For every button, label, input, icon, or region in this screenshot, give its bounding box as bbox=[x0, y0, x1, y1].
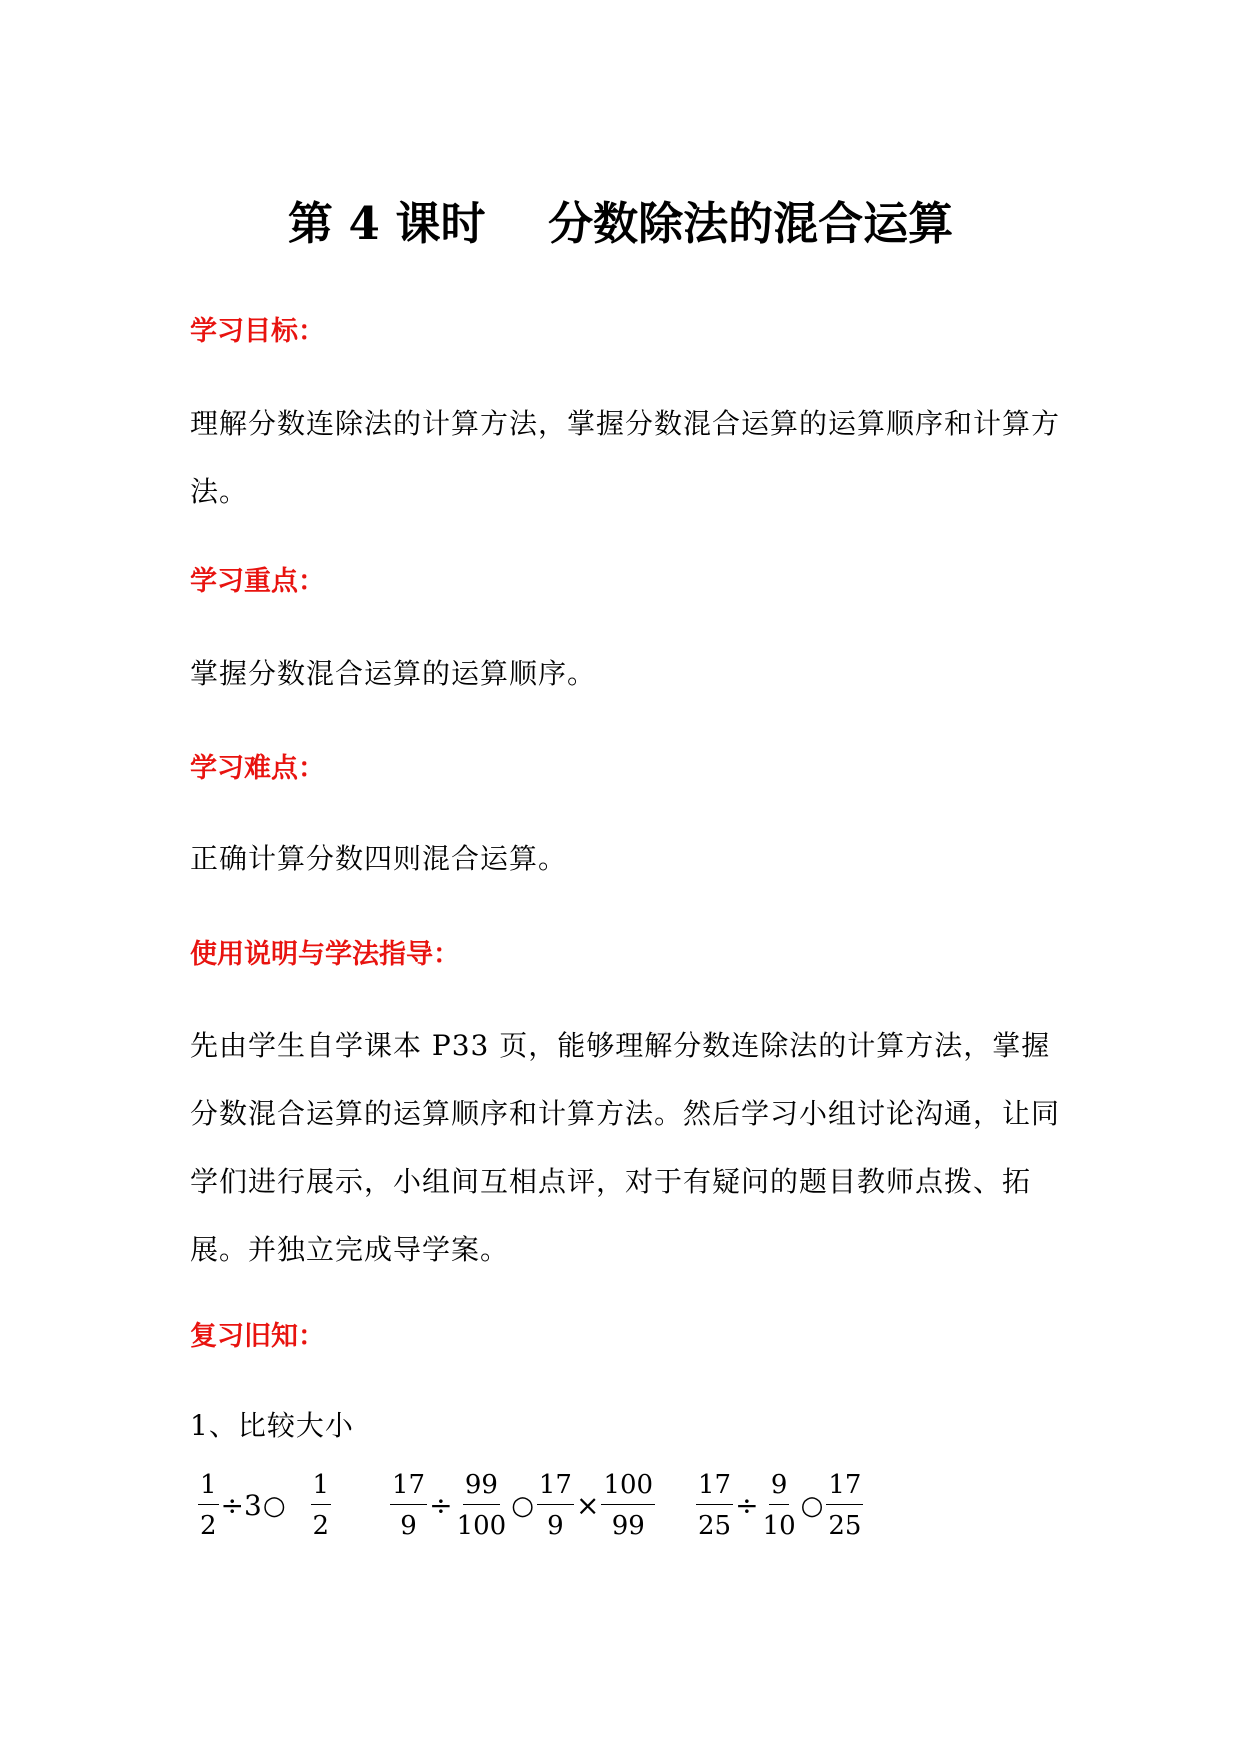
fraction bbox=[696, 1470, 733, 1541]
fraction bbox=[198, 1470, 219, 1541]
page-title: 第 4 课时 分数除法的混合运算 bbox=[287, 197, 954, 250]
numerator: 17 bbox=[537, 1470, 574, 1505]
difficulties-heading: 学习难点： bbox=[190, 753, 325, 784]
numerator: 99 bbox=[463, 1470, 500, 1505]
compare-circle: ○ bbox=[262, 1490, 286, 1521]
fraction bbox=[455, 1470, 509, 1541]
instructions-heading: 使用说明与学法指导： bbox=[190, 939, 460, 970]
compare-expression-2 bbox=[388, 1470, 657, 1541]
denominator: 2 bbox=[312, 1511, 330, 1541]
fraction bbox=[311, 1470, 332, 1541]
denominator: 25 bbox=[698, 1511, 732, 1541]
difficulties-text: 正确计算分数四则混合运算。 bbox=[190, 842, 568, 875]
key-points-text: 掌握分数混合运算的运算顺序。 bbox=[190, 657, 597, 690]
divide-sign: ÷ bbox=[735, 1489, 759, 1522]
denominator: 25 bbox=[828, 1511, 862, 1541]
review-heading: 复习旧知： bbox=[190, 1321, 325, 1352]
numerator: 9 bbox=[769, 1470, 790, 1505]
key-points-heading: 学习重点： bbox=[190, 566, 325, 597]
objectives-heading: 学习目标： bbox=[190, 316, 325, 347]
divide-sign: ÷ bbox=[220, 1489, 245, 1522]
denominator: 100 bbox=[456, 1511, 507, 1541]
numerator: 17 bbox=[390, 1470, 427, 1505]
denominator: 9 bbox=[547, 1511, 564, 1541]
fraction bbox=[826, 1470, 863, 1541]
divide-sign: ÷ bbox=[429, 1489, 453, 1522]
fraction bbox=[761, 1470, 798, 1541]
compare-circle: ○ bbox=[800, 1490, 824, 1521]
fraction bbox=[390, 1470, 427, 1541]
multiply-sign: × bbox=[575, 1489, 600, 1522]
whole-number: 3 bbox=[244, 1489, 262, 1522]
denominator: 99 bbox=[611, 1511, 645, 1541]
numerator: 1 bbox=[198, 1470, 219, 1505]
objectives-text: 理解分数连除法的计算方法，掌握分数混合运算的运算顺序和计算方法。 bbox=[190, 407, 1061, 508]
denominator: 2 bbox=[200, 1511, 217, 1541]
numerator: 17 bbox=[826, 1470, 863, 1505]
compare-circle: ○ bbox=[511, 1490, 534, 1521]
denominator: 10 bbox=[762, 1511, 796, 1541]
denominator: 9 bbox=[400, 1511, 417, 1541]
fraction bbox=[601, 1470, 655, 1541]
numerator: 17 bbox=[696, 1470, 733, 1505]
instructions-text: 先由学生自学课本 P33 页，能够理解分数连除法的计算方法，掌握分数混合运算的运算顺序和计算方法。然后学习小组讨论沟通，让同学们进行展示，小组间互相点评，对于有疑问的题目教师点拨、拓展。并独立完成导学案。 bbox=[190, 1029, 1061, 1266]
fraction bbox=[537, 1470, 574, 1541]
numerator: 1 bbox=[311, 1470, 332, 1505]
compare-expression-3 bbox=[694, 1470, 865, 1541]
compare-expression-1 bbox=[196, 1470, 333, 1541]
numerator: 100 bbox=[601, 1470, 655, 1505]
review-q1-label: 1、比较大小 bbox=[190, 1409, 354, 1442]
